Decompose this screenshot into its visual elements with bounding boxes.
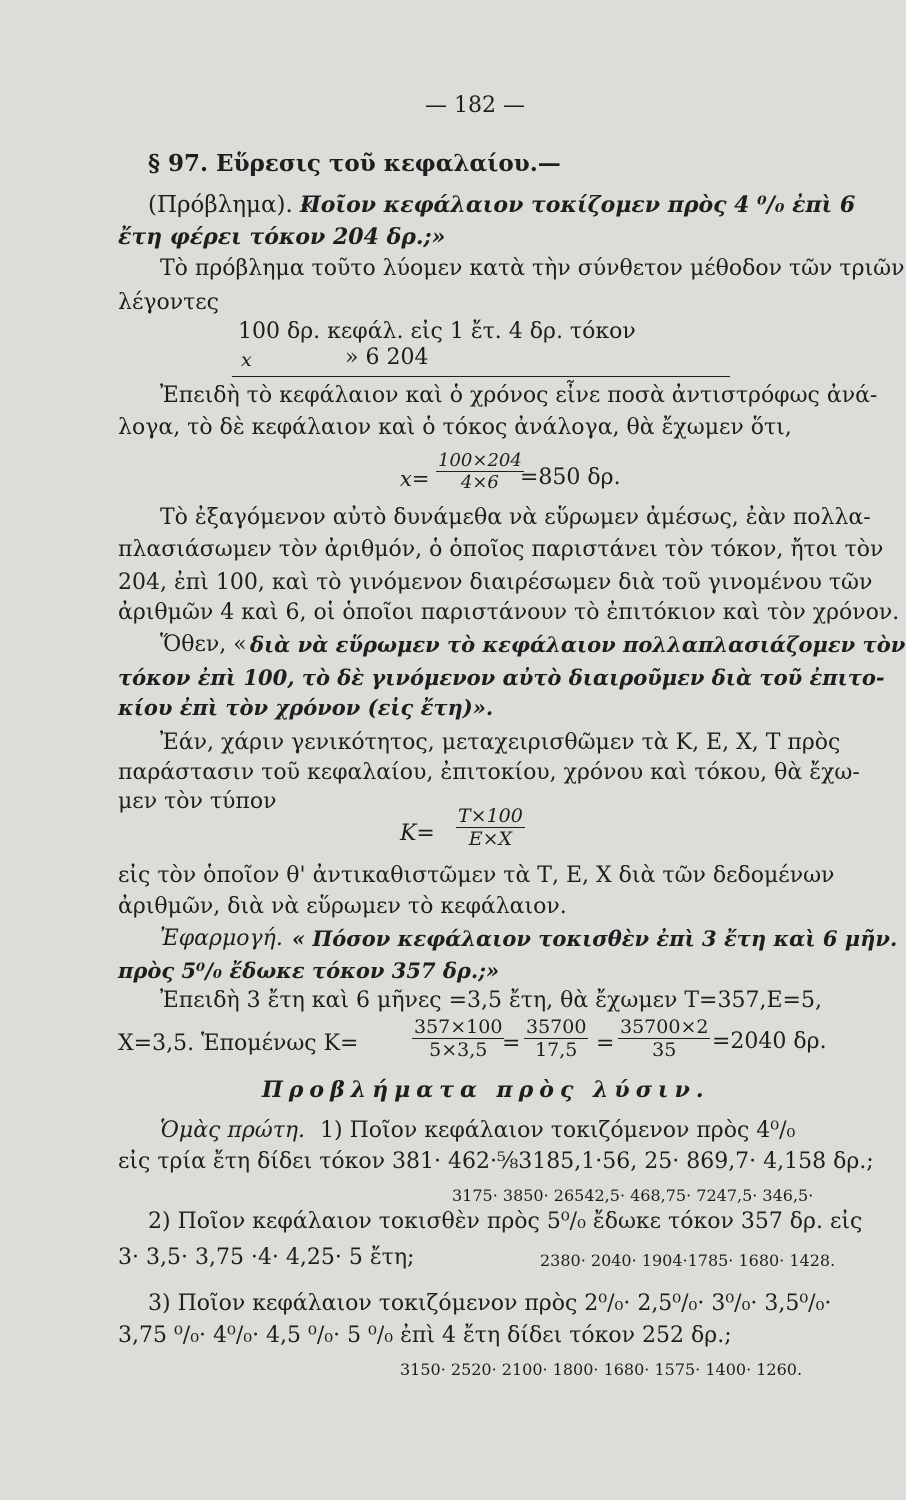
rule-statement-line1: διὰ νὰ εὕρωμεν τὸ κεφάλαιον πολλαπλασιάζομεν τὸν (250, 632, 906, 657)
paragraph-line: Τὸ ἐξαγόμενον αὐτὸ δυνάμεθα νὰ εὕρωμεν ἀμέσως, ἐὰν πολλα- (160, 505, 871, 530)
formula2-numerator: T×100 (458, 805, 523, 827)
formula3-f2-numerator: 35700 (526, 1016, 587, 1038)
formula3-f3-denominator: 35 (652, 1039, 677, 1061)
rule-statement-line3: κίου ἐπὶ τὸν χρόνον (εἰς ἔτη)». (118, 695, 494, 720)
formula3-f2-denominator: 17,5 (535, 1039, 578, 1061)
formula1-denominator: 4×6 (460, 472, 499, 493)
proportion-scheme-row2: » 6 204 (345, 345, 429, 370)
rule-statement-line2: τόκον ἐπὶ 100, τὸ δὲ γινόμενον αὐτὸ διαιροῦμεν διὰ τοῦ ἐπιτο- (118, 665, 885, 690)
paragraph-line: 204, ἐπὶ 100, καὶ τὸ γινόμενον διαιρέσωμεν διὰ τοῦ γινομένου τῶν (118, 570, 873, 595)
paragraph-line: εἰς τὸν ὁποῖον θ' ἀντικαθιστῶμεν τὰ Τ, Ε, Χ διὰ τῶν δεδομένων (118, 863, 835, 888)
exercise-3-line1: 3) Ποῖον κεφάλαιον τοκιζόμενον πρὸς 2⁰/₀· 2,5⁰/₀· 3⁰/₀· 3,5⁰/₀· (148, 1291, 832, 1316)
exercise-2-line2: 3· 3,5· 3,75 ·4· 4,25· 5 ἔτη; (118, 1245, 415, 1270)
exercise-1-line2: εἰς τρία ἔτη δίδει τόκον 381· 462·⅝3185,1·56, 25· 869,7· 4,158 δρ.; (118, 1149, 874, 1174)
exercise-1-line1: 1) Ποῖον κεφάλαιον τοκιζόμενον πρὸς 4⁰/₀ (320, 1118, 796, 1143)
formula1-numerator: 100×204 (438, 450, 522, 471)
formula2-denominator: E×X (468, 828, 513, 850)
formula3-f3-numerator: 35700×2 (620, 1016, 709, 1038)
proportion-scheme-x: x (241, 349, 252, 371)
formula3-fraction2 (524, 1016, 588, 1061)
rule-intro: Ὅθεν, « (160, 632, 247, 657)
exercise-3-answers: 3150· 2520· 2100· 1800· 1680· 1575· 1400· 1260. (400, 1360, 803, 1379)
paragraph-line: μεν τὸν τύπον (118, 789, 277, 814)
formula1-lhs: x= (400, 467, 430, 491)
page-number: — 182 — (425, 93, 525, 118)
exercise-2-line1: 2) Ποῖον κεφάλαιον τοκισθὲν πρὸς 5⁰/₀ ἔδωκε τόκον 357 δρ. εἰς (148, 1209, 863, 1234)
paragraph-line: ἀριθμῶν 4 καὶ 6, οἱ ὁποῖοι παριστάνουν τὸ ἐπιτόκιον καὶ τὸν χρόνον. (118, 600, 900, 625)
paragraph-line: λογα, τὸ δὲ κεφάλαιον καὶ ὁ τόκος ἀνάλογα, θὰ ἔχωμεν ὅτι, (118, 415, 792, 440)
paragraph-line: ἀριθμῶν, διὰ νὰ εὕρωμεν τὸ κεφάλαιον. (118, 894, 567, 919)
formula1-result: =850 δρ. (520, 465, 621, 490)
problem-question-line2: ἔτη φέρει τόκον 204 δρ.;» (118, 224, 446, 250)
equals-sign: = (596, 1031, 615, 1056)
problem-label: (Πρόβλημα). « (148, 192, 315, 218)
exercise-2-answers: 2380· 2040· 1904·1785· 1680· 1428. (540, 1251, 836, 1270)
paragraph-line: Ἐπειδὴ τὸ κεφάλαιον καὶ ὁ χρόνος εἶνε ποσὰ ἀντιστρόφως ἀνά- (160, 383, 878, 408)
formula1-fraction (436, 450, 524, 493)
group-label: Ὁμὰς πρώτη. (160, 1118, 306, 1143)
application-question-line1: « Πόσον κεφάλαιον τοκισθὲν ἐπὶ 3 ἔτη καὶ 6 μῆν. (292, 926, 898, 951)
formula2-fraction (456, 805, 525, 850)
formula3-f1-numerator: 357×100 (414, 1016, 503, 1038)
formula3-fraction3 (618, 1016, 710, 1061)
proportion-scheme-row1: 100 δρ. κεφάλ. εἰς 1 ἔτ. 4 δρ. τόκον (238, 319, 636, 344)
paragraph-line: λέγοντες (118, 290, 219, 315)
problem-question-line1: Ποῖον κεφάλαιον τοκίζομεν πρὸς 4 ⁰/₀ ἐπὶ 6 (300, 192, 856, 218)
paragraph-line: παράστασιν τοῦ κεφαλαίου, ἐπιτοκίου, χρόνου καὶ τόκου, θὰ ἔχω- (118, 760, 860, 785)
application-label: Ἐφαρμογή. (160, 926, 283, 951)
exercise-3-line2: 3,75 ⁰/₀· 4⁰/₀· 4,5 ⁰/₀· 5 ⁰/₀ ἐπὶ 4 ἔτη δίδει τόκον 252 δρ.; (118, 1323, 732, 1348)
paragraph-line: πλασιάσωμεν τὸν ἀριθμόν, ὁ ὁποῖος παριστάνει τὸν τόκον, ἤτοι τὸν (118, 537, 884, 562)
application-question-line2: πρὸς 5⁰/₀ ἔδωκε τόκον 357 δρ.;» (118, 958, 500, 983)
equals-sign: = (502, 1031, 521, 1056)
formula2-lhs: K= (400, 821, 435, 846)
formula3-result: =2040 δρ. (712, 1029, 827, 1054)
formula3-lhs: X=3,5. Ἑπομένως Κ= (118, 1031, 359, 1056)
paragraph-line: Ἐπειδὴ 3 ἔτη καὶ 6 μῆνες =3,5 ἔτη, θὰ ἔχωμεν Τ=357,Ε=5, (160, 988, 822, 1013)
paragraph-line: Ἐάν, χάριν γενικότητος, μεταχειρισθῶμεν τὰ Κ, Ε, Χ, Τ πρὸς (160, 730, 841, 755)
exercise-1-answers: 3175· 3850· 26542,5· 468,75· 7247,5· 346,5· (452, 1186, 814, 1205)
section-heading: § 97. Εὕρεσις τοῦ κεφαλαίου.— (148, 150, 561, 177)
scheme-rule (232, 376, 730, 377)
problems-heading: Προβλήματα πρὸς λύσιν. (262, 1077, 710, 1103)
formula3-fraction1 (412, 1016, 504, 1061)
paragraph-line: Τὸ πρόβλημα τοῦτο λύομεν κατὰ τὴν σύνθετον μέθοδον τῶν τριῶν (160, 256, 905, 281)
formula3-f1-denominator: 5×3,5 (429, 1039, 488, 1061)
